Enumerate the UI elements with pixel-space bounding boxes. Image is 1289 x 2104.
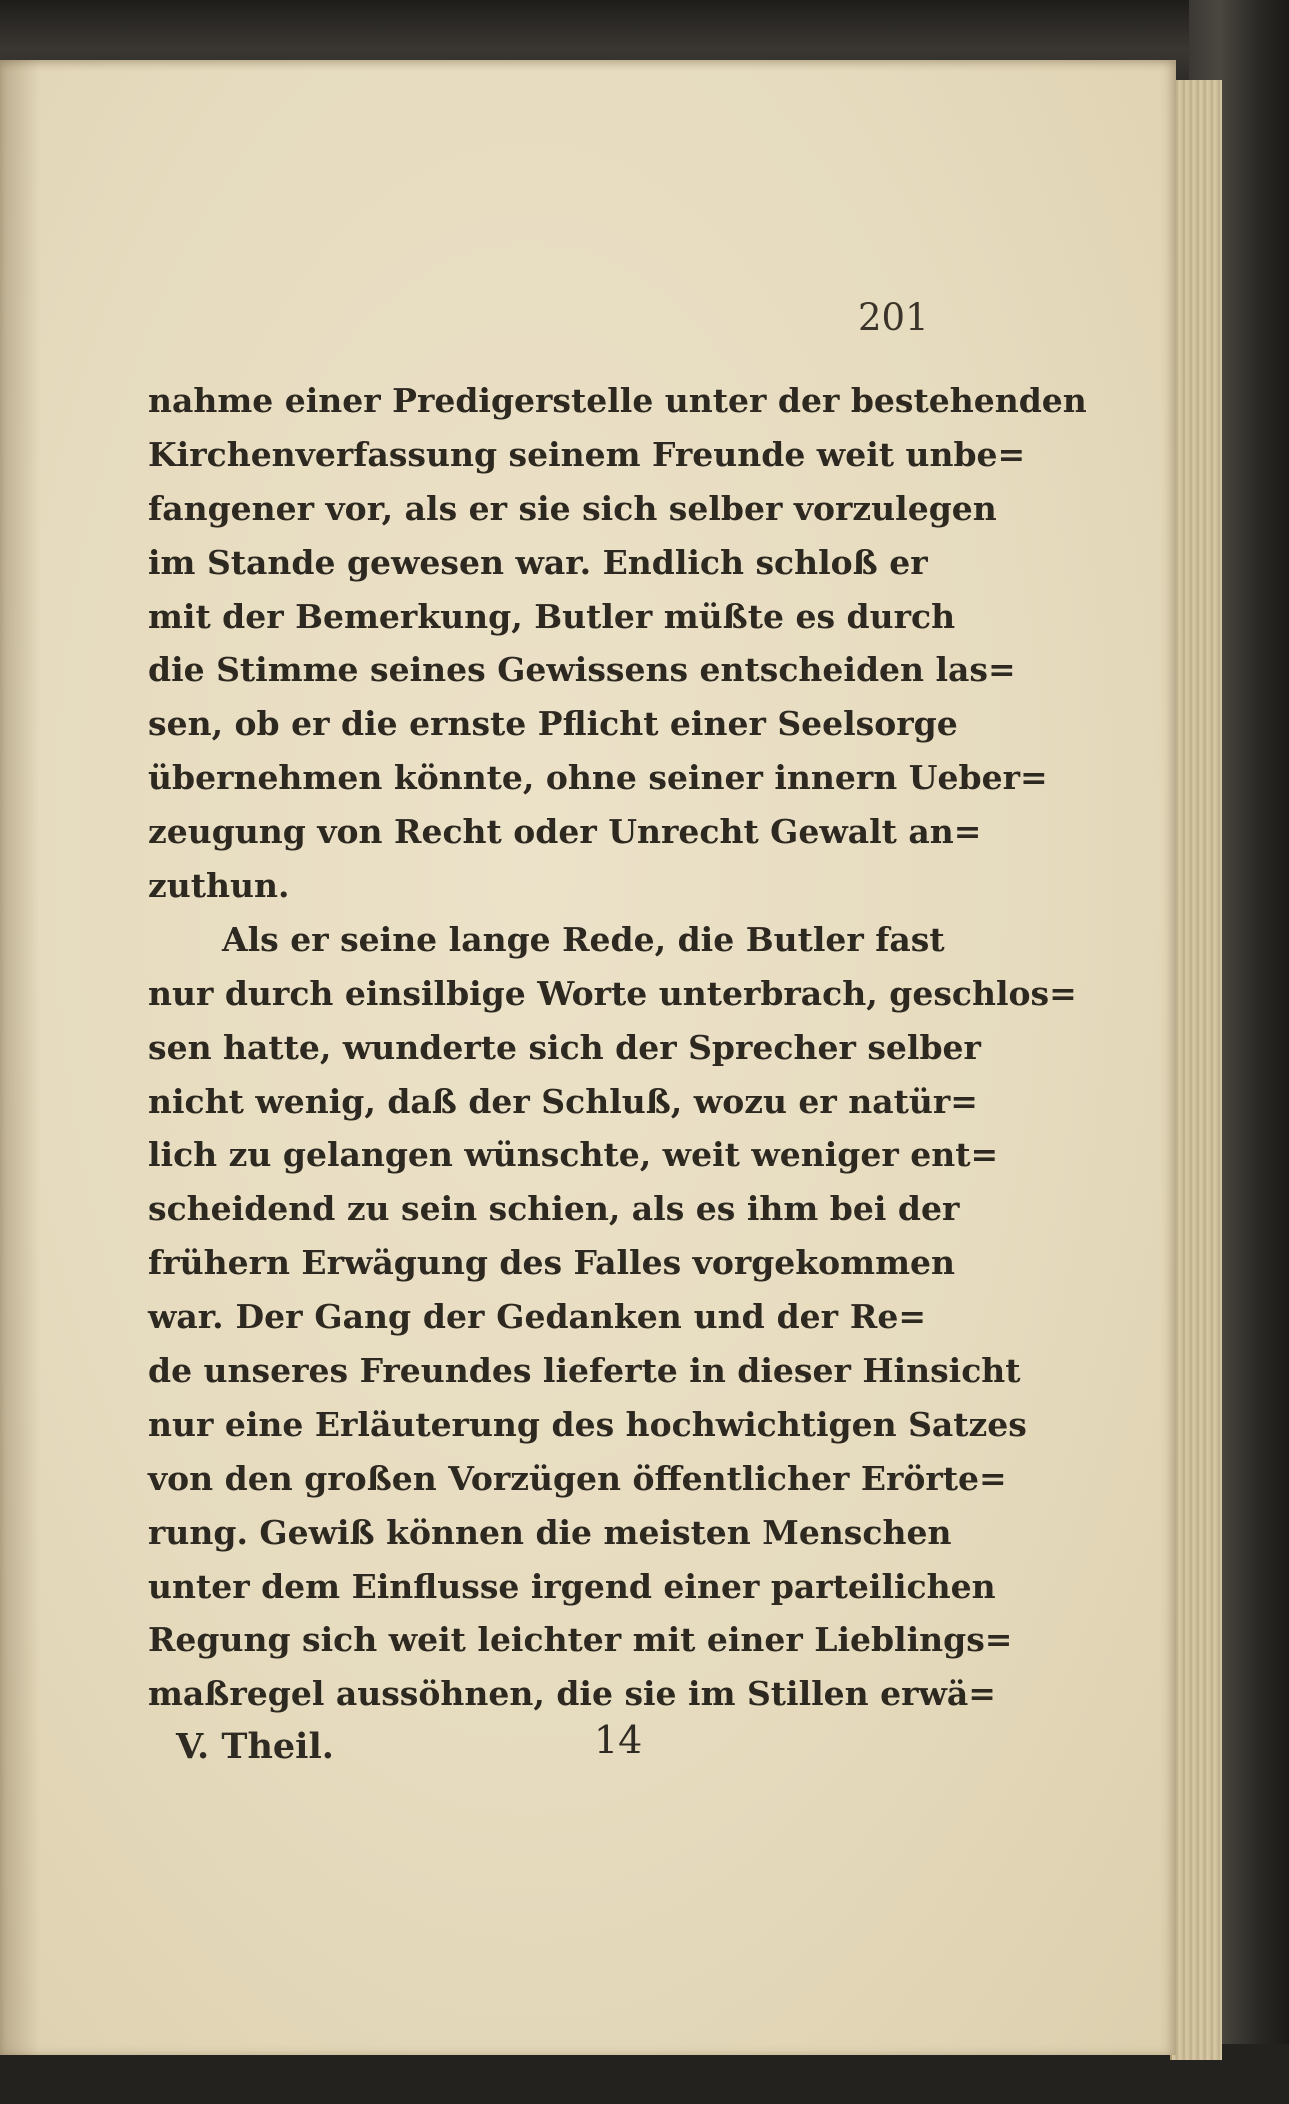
text-line: lich zu gelangen wünschte, weit weniger ent= bbox=[148, 1135, 999, 1175]
text-line: nur durch einsilbige Worte unterbrach, geschlos= bbox=[148, 973, 1077, 1013]
text-line: übernehmen könnte, ohne seiner innern Ueber= bbox=[148, 758, 1048, 798]
text-line: zeugung von Recht oder Unrecht Gewalt an= bbox=[148, 812, 982, 852]
text-line: rung. Gewiß können die meisten Menschen bbox=[148, 1512, 952, 1552]
text-line: sen, ob er die ernste Pflicht einer Seelsorge bbox=[148, 704, 958, 744]
body-text bbox=[148, 374, 1087, 1721]
text-line: frühern Erwägung des Falles vorgekommen bbox=[148, 1243, 956, 1283]
text-line: im Stande gewesen war. Endlich schloß er bbox=[148, 542, 928, 582]
text-line: Kirchenverfassung seinem Freunde weit unbe= bbox=[148, 434, 1026, 474]
text-line: Als er seine lange Rede, die Butler fast bbox=[222, 919, 945, 959]
page-footer bbox=[176, 1718, 776, 1778]
text-line: die Stimme seines Gewissens entscheiden las= bbox=[148, 650, 1016, 690]
text-line: nahme einer Predigerstelle unter der bestehenden bbox=[148, 381, 1087, 420]
text-line: unter dem Einflusse irgend einer parteilichen bbox=[148, 1566, 996, 1606]
text-line: de unseres Freundes lieferte in dieser Hinsicht bbox=[148, 1351, 1021, 1391]
text-line: war. Der Gang der Gedanken und der Re= bbox=[148, 1297, 926, 1337]
text-line: zuthun. bbox=[148, 866, 290, 906]
text-line: sen hatte, wunderte sich der Sprecher selber bbox=[148, 1027, 981, 1067]
text-line: mit der Bemerkung, Butler müßte es durch bbox=[148, 596, 956, 636]
sheet-number: 14 bbox=[594, 1718, 643, 1762]
page-number: 201 bbox=[858, 296, 929, 339]
volume-signature: V. Theil. bbox=[176, 1726, 334, 1767]
page-edges bbox=[1170, 80, 1222, 2060]
text-line: Regung sich weit leichter mit einer Lieblings= bbox=[148, 1620, 1013, 1660]
text-line: scheidend zu sein schien, als es ihm bei der bbox=[148, 1189, 960, 1229]
spine-shadow bbox=[0, 60, 40, 2055]
text-line: von den großen Vorzügen öffentlicher Erörte= bbox=[148, 1458, 1007, 1498]
text-line: nicht wenig, daß der Schluß, wozu er natür= bbox=[148, 1081, 978, 1121]
text-line: maßregel aussöhnen, die sie im Stillen erwä= bbox=[148, 1674, 996, 1714]
text-line: nur eine Erläuterung des hochwichtigen Satzes bbox=[148, 1404, 1027, 1444]
text-line: fangener vor, als er sie sich selber vorzulegen bbox=[148, 488, 997, 528]
